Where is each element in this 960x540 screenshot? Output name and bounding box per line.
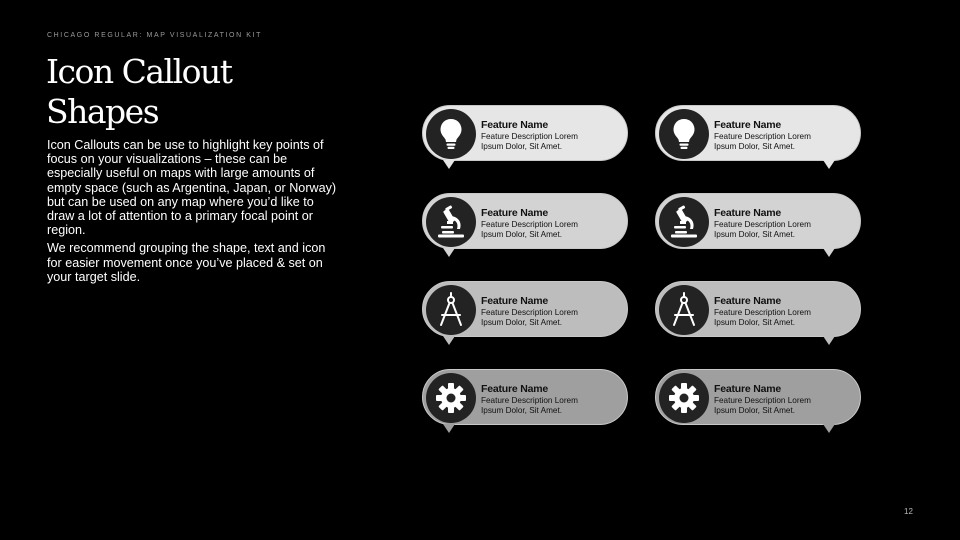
feature-description-line-1: Feature Description Lorem <box>714 308 811 317</box>
feature-description-line-1: Feature Description Lorem <box>714 396 811 405</box>
lightbulb-icon <box>671 117 697 151</box>
microscope-icon <box>668 205 700 239</box>
callout-microscope-right[interactable] <box>655 193 861 249</box>
callout-lightbulb-right[interactable] <box>655 105 861 161</box>
feature-description-line-2: Ipsum Dolor, Sit Amet. <box>481 318 562 327</box>
body-paragraph-2: We recommend grouping the shape, text and icon for easier movement once you’ve placed & set on your target slide. <box>47 241 326 284</box>
feature-description-line-2: Ipsum Dolor, Sit Amet. <box>481 230 562 239</box>
gear-icon <box>435 382 467 414</box>
icon-circle <box>659 109 709 159</box>
slide-title-line-2: Shapes <box>46 92 159 131</box>
slide-title <box>46 52 306 132</box>
callout-microscope-left[interactable] <box>422 193 628 249</box>
lightbulb-icon <box>438 117 464 151</box>
feature-description-line-2: Ipsum Dolor, Sit Amet. <box>481 406 562 415</box>
callout-text <box>481 295 578 328</box>
callout-text <box>481 383 578 416</box>
feature-name: Feature Name <box>481 383 549 395</box>
callout-gear-right[interactable] <box>655 369 861 425</box>
slide-body <box>47 138 337 288</box>
feature-description-line-1: Feature Description Lorem <box>714 132 811 141</box>
icon-circle <box>426 109 476 159</box>
feature-description-line-2: Ipsum Dolor, Sit Amet. <box>714 318 795 327</box>
feature-description-line-1: Feature Description Lorem <box>714 220 811 229</box>
callout-text <box>481 207 578 240</box>
feature-name: Feature Name <box>481 295 549 307</box>
callout-text <box>714 383 811 416</box>
callout-tail <box>823 336 835 345</box>
slide-kicker: CHICAGO REGULAR: MAP VISUALIZATION KIT <box>47 32 262 39</box>
callout-tail <box>823 424 835 433</box>
icon-circle <box>426 373 476 423</box>
callout-tail <box>443 424 455 433</box>
callout-text <box>714 207 811 240</box>
callout-text <box>714 119 811 152</box>
feature-description-line-1: Feature Description Lorem <box>481 132 578 141</box>
feature-description-line-1: Feature Description Lorem <box>481 220 578 229</box>
icon-circle <box>659 197 709 247</box>
feature-name: Feature Name <box>714 295 782 307</box>
feature-name: Feature Name <box>714 207 782 219</box>
callout-text <box>714 295 811 328</box>
feature-description-line-2: Ipsum Dolor, Sit Amet. <box>714 230 795 239</box>
compass-icon <box>436 292 466 328</box>
callout-compass-left[interactable] <box>422 281 628 337</box>
microscope-icon <box>435 205 467 239</box>
body-paragraph-1: Icon Callouts can be use to highlight key points of focus on your visualizations – these can be especially useful on maps with large amounts of empty space (such as Argentina, Japan, or Norway) but can be used on any map where you’d like to draw a lot of attention to a primary focal point or region. <box>47 138 337 238</box>
feature-name: Feature Name <box>714 383 782 395</box>
callout-tail <box>443 336 455 345</box>
icon-circle <box>659 285 709 335</box>
callout-tail <box>443 248 455 257</box>
page-number: 12 <box>904 507 913 516</box>
callout-tail <box>443 160 455 169</box>
feature-description-line-2: Ipsum Dolor, Sit Amet. <box>714 142 795 151</box>
icon-circle <box>426 285 476 335</box>
icon-circle <box>426 197 476 247</box>
callout-tail <box>823 160 835 169</box>
feature-description-line-2: Ipsum Dolor, Sit Amet. <box>714 406 795 415</box>
feature-name: Feature Name <box>481 207 549 219</box>
feature-name: Feature Name <box>481 119 549 131</box>
feature-description-line-1: Feature Description Lorem <box>481 308 578 317</box>
icon-circle <box>659 373 709 423</box>
feature-name: Feature Name <box>714 119 782 131</box>
callout-gear-left[interactable] <box>422 369 628 425</box>
feature-description-line-1: Feature Description Lorem <box>481 396 578 405</box>
callout-text <box>481 119 578 152</box>
callout-compass-right[interactable] <box>655 281 861 337</box>
compass-icon <box>669 292 699 328</box>
feature-description-line-2: Ipsum Dolor, Sit Amet. <box>481 142 562 151</box>
gear-icon <box>668 382 700 414</box>
callout-lightbulb-left[interactable] <box>422 105 628 161</box>
slide-title-line-1: Icon Callout <box>46 52 232 91</box>
callout-tail <box>823 248 835 257</box>
